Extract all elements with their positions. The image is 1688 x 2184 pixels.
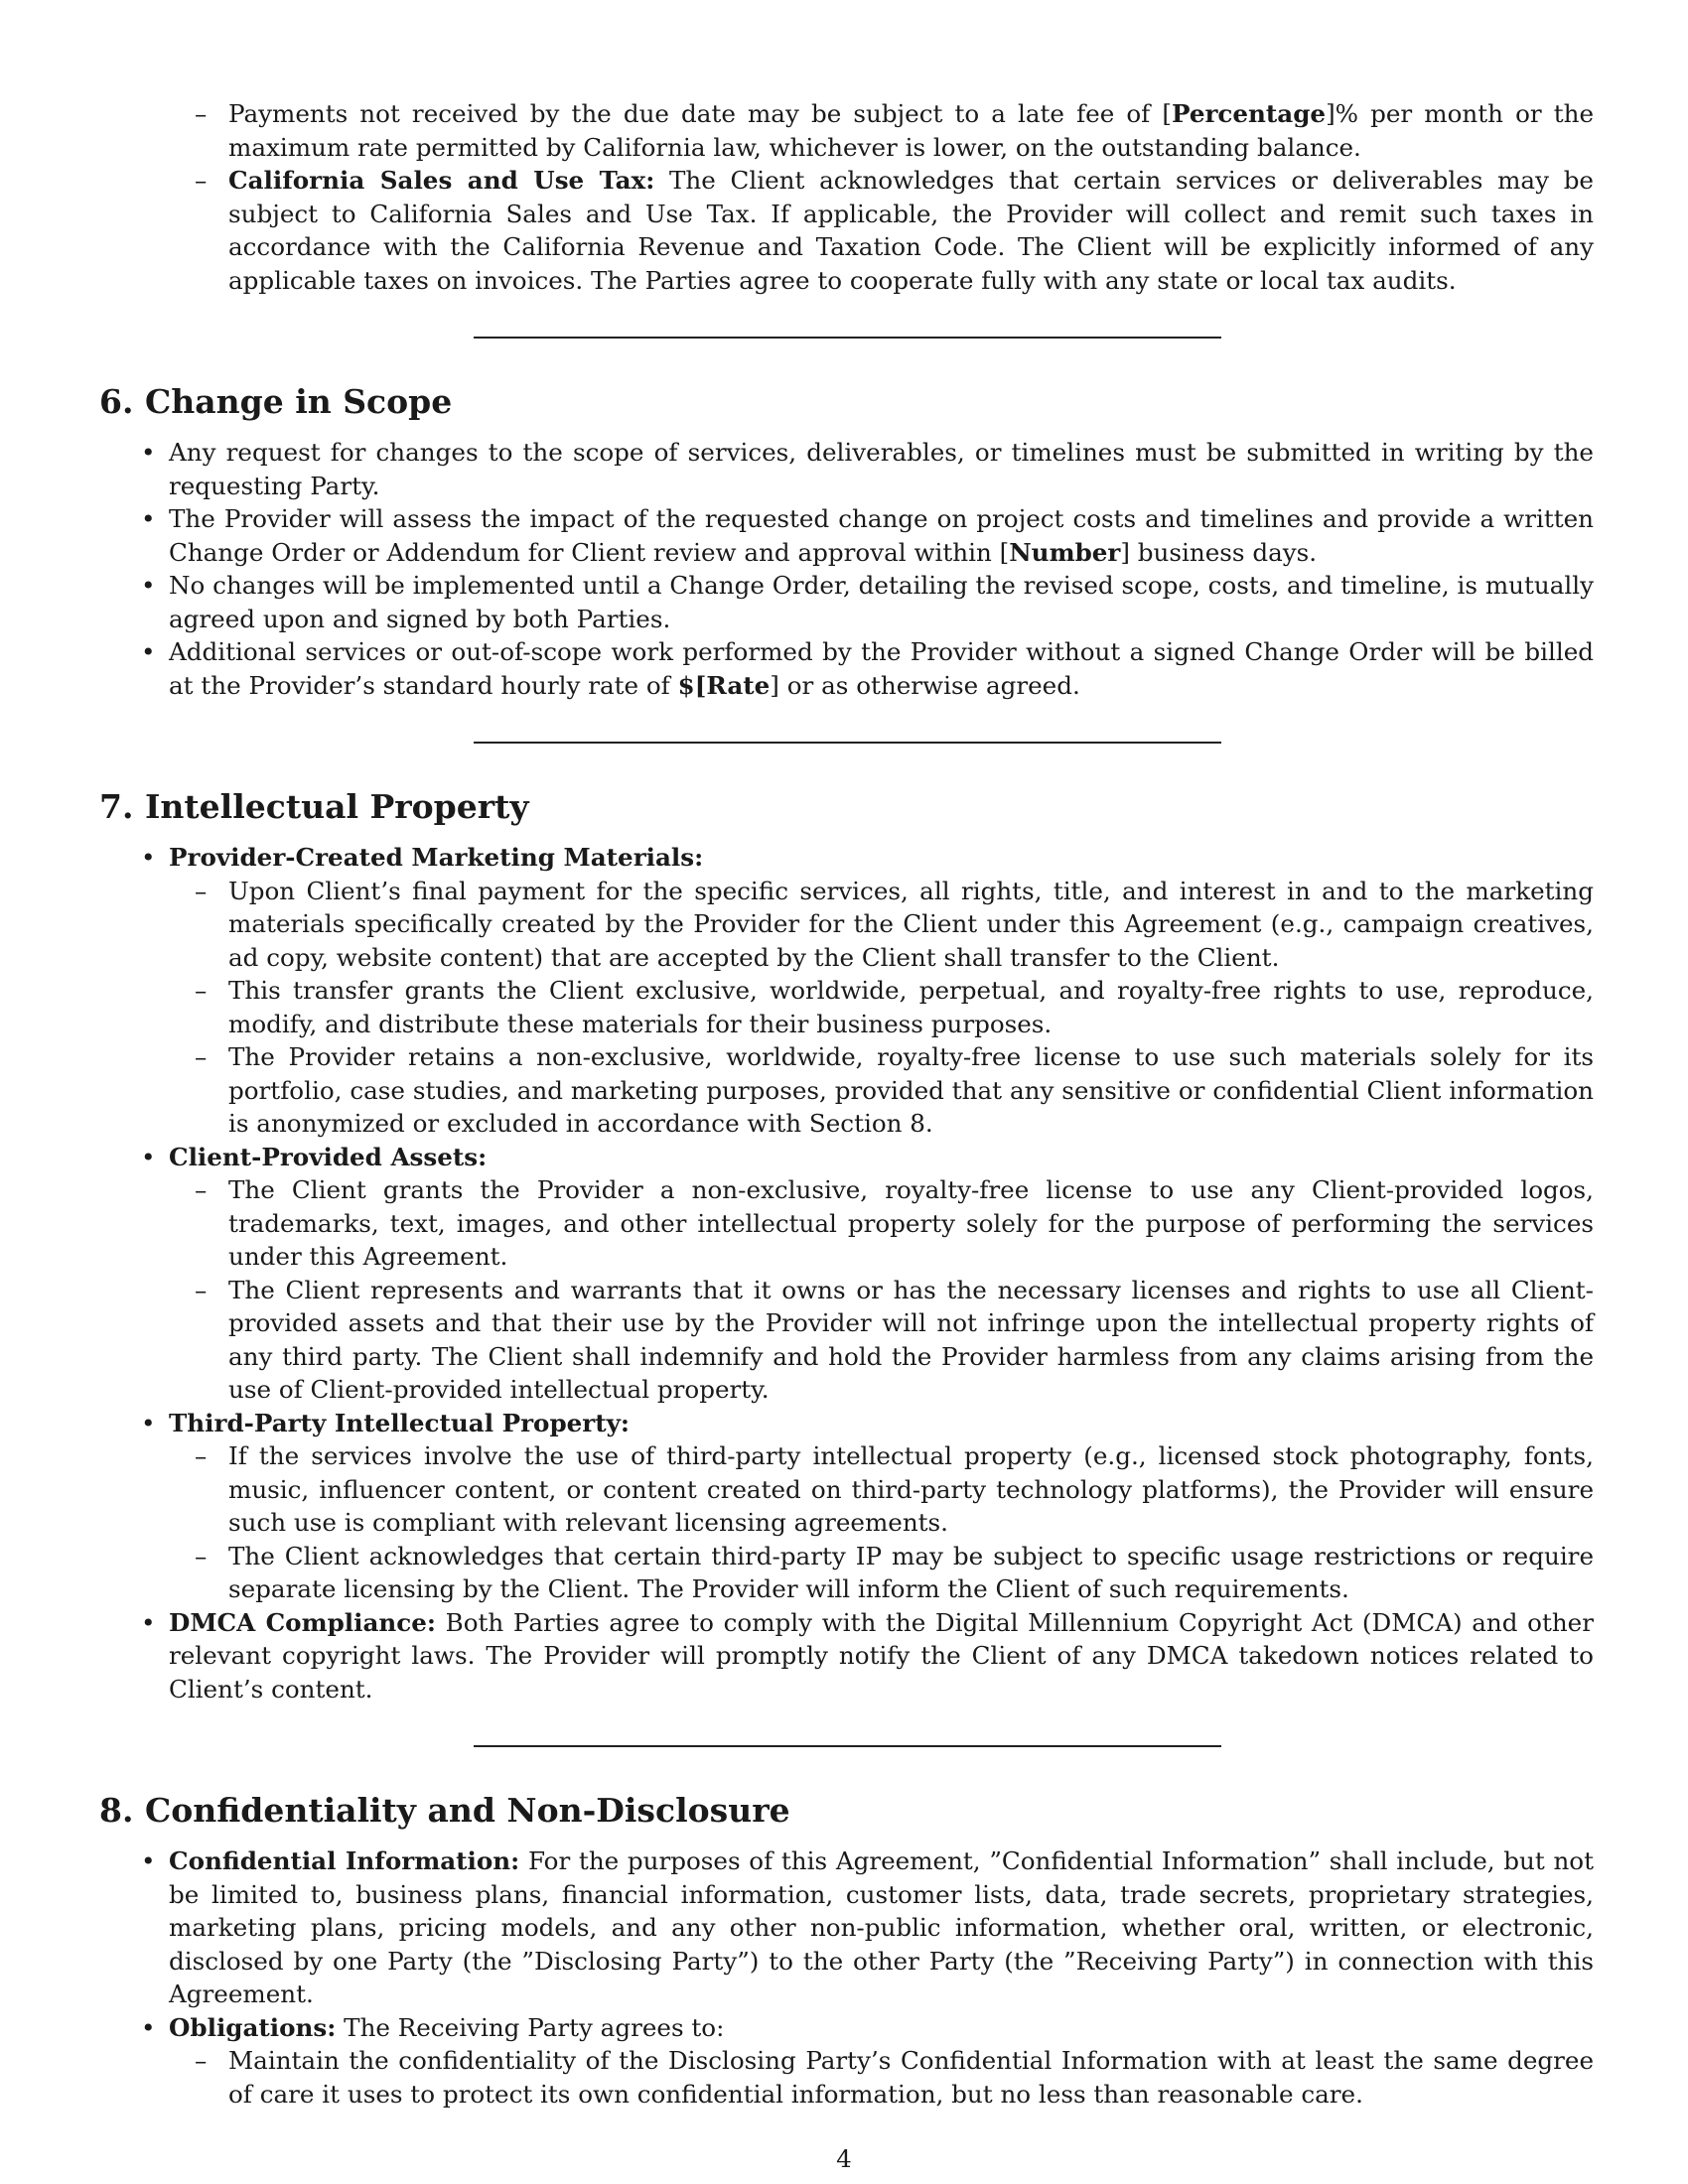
section-6-list xyxy=(99,436,1594,702)
sub-list xyxy=(169,2044,1594,2111)
list-item: – This transfer grants the Client exclusive, worldwide, perpetual, and royalty-free rights to use, reproduce, modify, and distribute these materials for their business purposes. xyxy=(169,974,1594,1040)
sub-list xyxy=(169,1173,1594,1407)
sub-list xyxy=(169,875,1594,1141)
sub-list xyxy=(169,1439,1594,1606)
list-item: • DMCA Compliance: Both Parties agree to comply with the Digital Millennium Copyright Act (DMCA) and other relevant copyright laws. The Provider will promptly notify the Client of any DMCA takedown notices related to Client’s content. xyxy=(99,1606,1594,1706)
list-item: • Any request for changes to the scope of services, deliverables, or timelines must be submitted in writing by the requesting Party. xyxy=(99,436,1594,502)
document-page xyxy=(99,97,1594,2122)
list-item: • Confidential Information: For the purposes of this Agreement, ”Confidential Information” shall include, but not be limited to, business plans, financial information, customer lists, data, trade secrets, proprietary strategies, marketing plans, pricing models, and any other non-public information, whether oral, written, or electronic, disclosed by one Party (the ”Disclosing Party”) to the other Party (the ”Receiving Party”) in connection with this Agreement. xyxy=(99,1844,1594,2011)
section-7-heading: 7. Intellectual Property xyxy=(99,787,529,826)
section5-tail-list xyxy=(99,97,1594,297)
list-item: • Obligations: The Receiving Party agrees to: – Maintain the confidentiality of the Disclosing Party’s Confidential Information with at least the same degree of care it uses to protect its own confidential information, but no less than reasonable care. xyxy=(99,2011,1594,2112)
list-item: – The Client grants the Provider a non-exclusive, royalty-free license to use any Client-provided logos, trademarks, text, images, and other intellectual property solely for the purpose of performing the services under this Agreement. xyxy=(169,1173,1594,1274)
list-item: – The Provider retains a non-exclusive, worldwide, royalty-free license to use such materials solely for its portfolio, case studies, and marketing purposes, provided that any sensitive or confidential Client information is anonymized or excluded in accordance with Section 8. xyxy=(169,1040,1594,1141)
list-item: • Provider-Created Marketing Materials: – Upon Client’s final payment for the specific services, all rights, title, and interest in and to the marketing materials specifically created by the Provider for the Client under this Agreement (e.g., campaign creatives, ad copy, website content) that are accepted by the Client shall transfer to the Client. – This transfer grants the Client exclusive, worldwide, perpetual, and royalty-free rights to use, reproduce, modify, and distribute these materials for their business purposes. – The Provider retains a non-exclusive, worldwide, royalty-free license to use such materials solely for its portfolio, case studies, and marketing purposes, provided that any sensitive or confidential Client information is anonymized or excluded in accordance with Section 8. xyxy=(99,841,1594,1141)
section-6-heading: 6. Change in Scope xyxy=(99,382,453,421)
list-item: • Client-Provided Assets: – The Client grants the Provider a non-exclusive, royalty-free license to use any Client-provided logos, trademarks, text, images, and other intellectual property solely for the purpose of performing the services under this Agreement. – The Client represents and warrants that it owns or has the necessary licenses and rights to use all Client-provided assets and that their use by the Provider will not infringe upon the intellectual property rights of any third party. The Client shall indemnify and hold the Provider harmless from any claims arising from the use of Client-provided intellectual property. xyxy=(99,1141,1594,1407)
page-number: 4 xyxy=(836,2144,852,2173)
list-item: • No changes will be implemented until a Change Order, detailing the revised scope, costs, and timeline, is mutually agreed upon and signed by both Parties. xyxy=(99,569,1594,635)
section-7-list xyxy=(99,841,1594,1706)
list-item: – Payments not received by the due date may be subject to a late fee of [Percentage]% per month or the maximum rate permitted by California law, whichever is lower, on the outstanding balance. xyxy=(99,97,1594,164)
list-item: – Maintain the confidentiality of the Disclosing Party’s Confidential Information with at least the same degree of care it uses to protect its own confidential information, but no less than reasonable care. xyxy=(169,2044,1594,2111)
section-8-heading: 8. Confidentiality and Non-Disclosure xyxy=(99,1791,790,1830)
section-divider xyxy=(474,742,1221,744)
list-item: • Additional services or out-of-scope work performed by the Provider without a signed Change Order will be billed at the Provider’s standard hourly rate of $[Rate] or as otherwise agreed. xyxy=(99,635,1594,702)
section-8-list xyxy=(99,1844,1594,2111)
list-item: – Upon Client’s final payment for the specific services, all rights, title, and interest in and to the marketing materials specifically created by the Provider for the Client under this Agreement (e.g., campaign creatives, ad copy, website content) that are accepted by the Client shall transfer to the Client. xyxy=(169,875,1594,975)
list-item: • The Provider will assess the impact of the requested change on project costs and timelines and provide a written Change Order or Addendum for Client review and approval within [Number] business days. xyxy=(99,502,1594,569)
section-divider xyxy=(474,337,1221,339)
list-item: – The Client represents and warrants that it owns or has the necessary licenses and rights to use all Client-provided assets and that their use by the Provider will not infringe upon the intellectual property rights of any third party. The Client shall indemnify and hold the Provider harmless from any claims arising from the use of Client-provided intellectual property. xyxy=(169,1274,1594,1407)
list-item: – If the services involve the use of third-party intellectual property (e.g., licensed stock photography, fonts, music, influencer content, or content created on third-party technology platforms), the Provider will ensure such use is compliant with relevant licensing agreements. xyxy=(169,1439,1594,1540)
list-item: – California Sales and Use Tax: The Client acknowledges that certain services or deliverables may be subject to California Sales and Use Tax. If applicable, the Provider will collect and remit such taxes in accordance with the California Revenue and Taxation Code. The Client will be explicitly informed of any applicable taxes on invoices. The Parties agree to cooperate fully with any state or local tax audits. xyxy=(99,164,1594,297)
list-item: – The Client acknowledges that certain third-party IP may be subject to specific usage restrictions or require separate licensing by the Client. The Provider will inform the Client of such requirements. xyxy=(169,1540,1594,1606)
section-divider xyxy=(474,1745,1221,1747)
list-item: • Third-Party Intellectual Property: – If the services involve the use of third-party intellectual property (e.g., licensed stock photography, fonts, music, influencer content, or content created on third-party technology platforms), the Provider will ensure such use is compliant with relevant licensing agreements. – The Client acknowledges that certain third-party IP may be subject to specific usage restrictions or require separate licensing by the Client. The Provider will inform the Client of such requirements. xyxy=(99,1407,1594,1606)
